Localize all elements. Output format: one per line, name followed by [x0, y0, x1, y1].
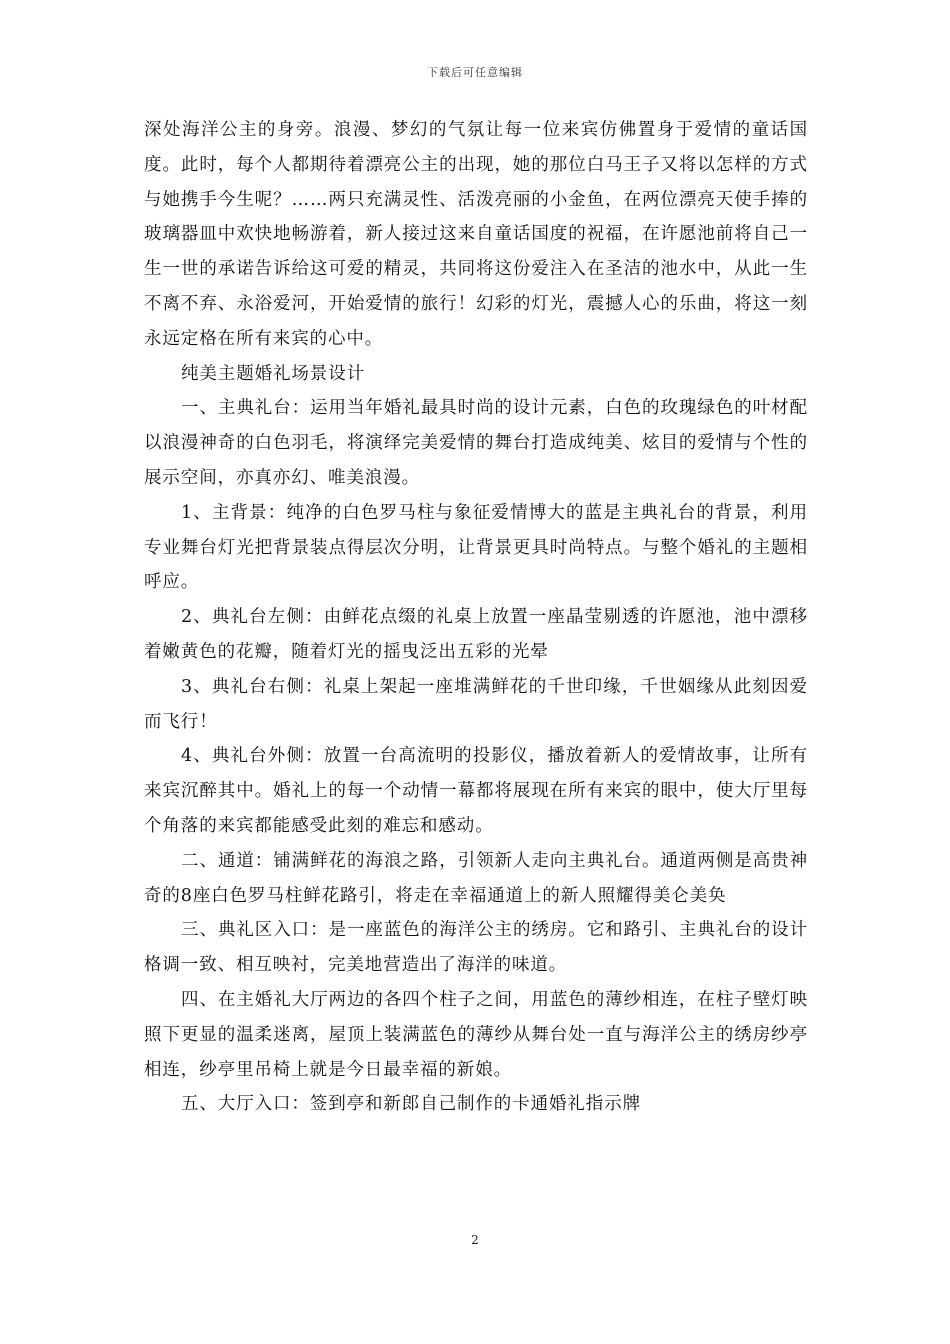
paragraph-hall-entrance: 五、大厅入口：签到亭和新郎自己制作的卡通婚礼指示牌	[181, 1094, 641, 1115]
section-heading: 纯美主题婚礼场景设计	[181, 363, 365, 384]
paragraph-ceremony-entrance: 三、典礼区入口：是一座蓝色的海洋公主的绣房。它和路引、主典礼台的设计格调一致、相互映衬，完美地营造出了海洋的味道。	[144, 920, 808, 976]
page-header: 下载后可任意编辑	[427, 66, 523, 79]
page-number: 2	[471, 1233, 479, 1247]
paragraph-stage-left: 2、典礼台左侧：由鲜花点缀的礼桌上放置一座晶莹剔透的许愿池，池中漂移着嫩黄色的花瓣，随着灯光的摇曳泛出五彩的光晕	[144, 607, 808, 662]
paragraph-stage-outside: 4、典礼台外侧：放置一台高流明的投影仪，播放着新人的爱情故事，让所有来宾沉醉其中。婚礼上的每一个动情一幕都将展现在所有来宾的眼中，使大厅里每个角落的来宾都能感受此刻的难忘和感动。	[144, 746, 808, 836]
paragraph-stage-right: 3、典礼台右侧：礼桌上架起一座堆满鲜花的千世印缘，千世姻缘从此刻因爱而飞行！	[144, 676, 808, 732]
document-body	[144, 113, 808, 1122]
paragraph-continuation: 深处海洋公主的身旁。浪漫、梦幻的气氛让每一位来宾仿佛置身于爱情的童话国度。此时，每个人都期待着漂亮公主的出现，她的那位白马王子又将以怎样的方式与她携手今生呢？……两只充满灵性、活泼亮丽的小金鱼，在两位漂亮天使手捧的玻璃器皿中欢快地畅游着，新人接过这来自童话国度的祝福，在许愿池前将自己一生一世的承诺告诉给这可爱的精灵，共同将这份爱注入在圣洁的池水中，从此一生不离不弃、永浴爱河，开始爱情的旅行！幻彩的灯光，震撼人心的乐曲，将这一刻永远定格在所有来宾的心中。	[144, 120, 808, 349]
paragraph-hall-pillars: 四、在主婚礼大厅两边的各四个柱子之间，用蓝色的薄纱相连，在柱子壁灯映照下更显的温柔迷离，屋顶上装满蓝色的薄纱从舞台处一直与海洋公主的绣房纱亭相连，纱亭里吊椅上就是今日最幸福的新娘。	[144, 989, 808, 1080]
paragraph-main-background: 1、主背景：纯净的白色罗马柱与象征爱情博大的蓝是主典礼台的背景，利用专业舞台灯光把背景装点得层次分明，让背景更具时尚特点。与整个婚礼的主题相呼应。	[144, 502, 808, 593]
paragraph-main-stage: 一、主典礼台：运用当年婚礼最具时尚的设计元素，白色的玫瑰绿色的叶材配以浪漫神奇的白色羽毛，将演绎完美爱情的舞台打造成纯美、炫目的爱情与个性的展示空间，亦真亦幻、唯美浪漫。	[144, 398, 808, 488]
paragraph-aisle: 二、通道：铺满鲜花的海浪之路，引领新人走向主典礼台。通道两侧是高贵神奇的8座白色罗马柱鲜花路引，将走在幸福通道上的新人照耀得美仑美奂	[144, 850, 808, 906]
